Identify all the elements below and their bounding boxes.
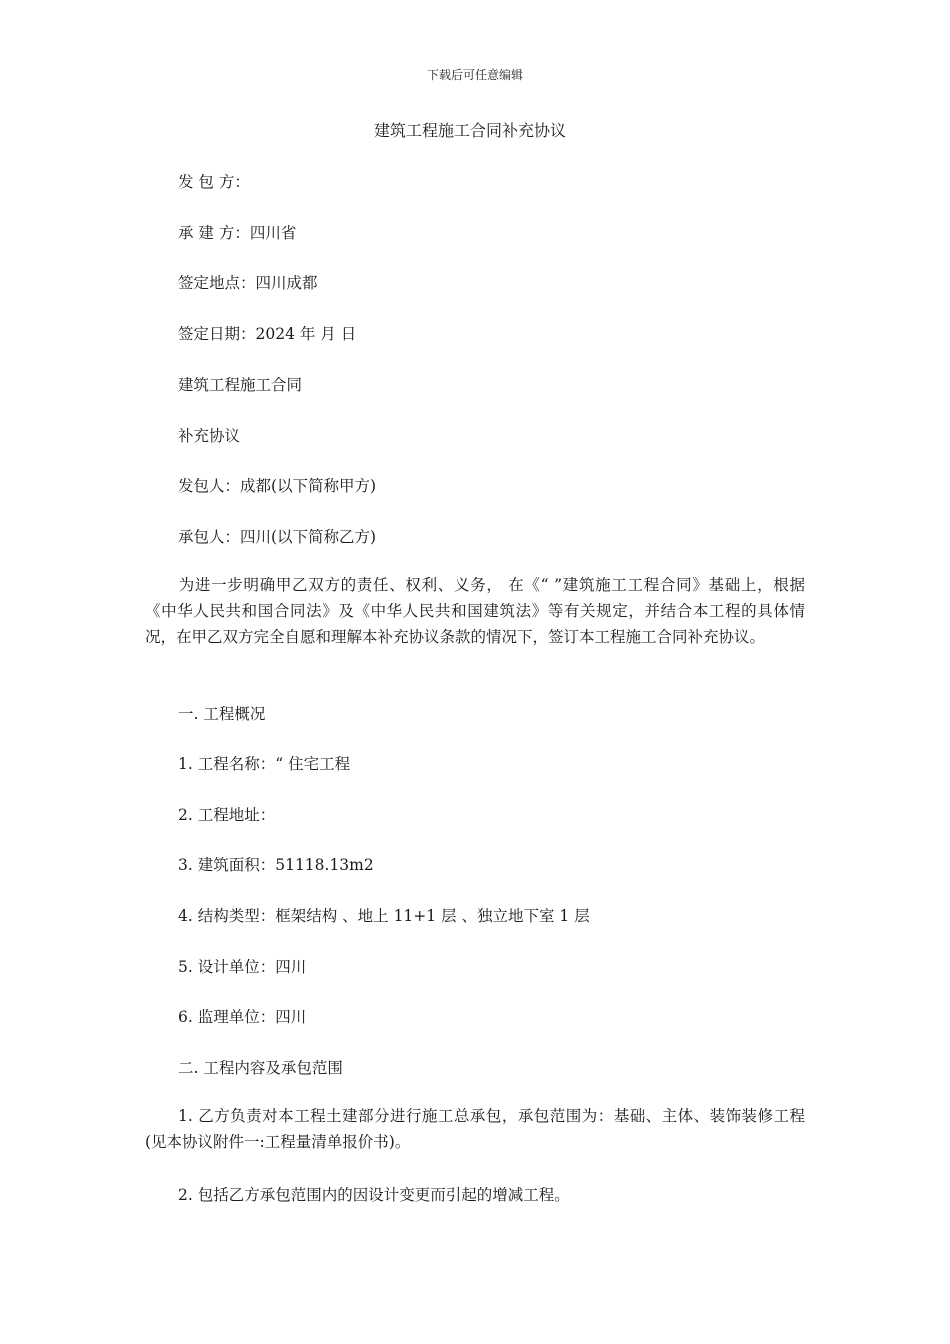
building-area-item: 3. 建筑面积：51118.13m2	[178, 856, 374, 874]
party-a-line: 发包人：成都(以下简称甲方)	[178, 477, 377, 495]
section2-heading: 二. 工程内容及承包范围	[178, 1059, 343, 1077]
design-change-item: 2. 包括乙方承包范围内的因设计变更而引起的增减工程。	[178, 1186, 570, 1204]
intro-paragraph	[145, 572, 805, 650]
scope-text: 1. 乙方负责对本工程土建部分进行施工总承包，承包范围为：基础、主体、装饰装修工程(见本协议附件一:工程量清单报价书)。	[145, 1107, 805, 1151]
structure-type-item: 4. 结构类型：框架结构 、地上 11+1 层 、独立地下室 1 层	[178, 907, 590, 925]
project-name-item: 1. 工程名称：“ 住宅工程	[178, 755, 351, 773]
party-b-line: 承包人：四川(以下简称乙方)	[178, 528, 377, 546]
contractor-builder-line: 承 建 方：四川省	[178, 224, 297, 242]
signing-date-line: 签定日期：2024 年 月 日	[178, 325, 357, 343]
intro-text: 为进一步明确甲乙双方的责任、权利、义务， 在《“ ”建筑施工工程合同》基础上，根据《中华人民共和国合同法》及《中华人民共和国建筑法》等有关规定，并结合本工程的具体情况，在甲乙双方完全自愿和理解本补充协议条款的情况下，签订本工程施工合同补充协议。	[145, 576, 805, 646]
supervision-unit-item: 6. 监理单位：四川	[178, 1008, 307, 1026]
design-unit-item: 5. 设计单位：四川	[178, 958, 307, 976]
signing-location-line: 签定地点：四川成都	[178, 274, 318, 292]
scope-paragraph	[145, 1103, 805, 1155]
section1-heading: 一. 工程概况	[178, 705, 266, 723]
project-address-item: 2. 工程地址：	[178, 806, 276, 824]
document-title: 建筑工程施工合同补充协议	[373, 121, 566, 140]
contract-name-line: 建筑工程施工合同	[178, 376, 303, 394]
supplement-label-line: 补充协议	[178, 427, 241, 445]
header-note: 下载后可任意编辑	[426, 68, 523, 82]
contractor-issuer-line: 发 包 方：	[178, 173, 250, 191]
